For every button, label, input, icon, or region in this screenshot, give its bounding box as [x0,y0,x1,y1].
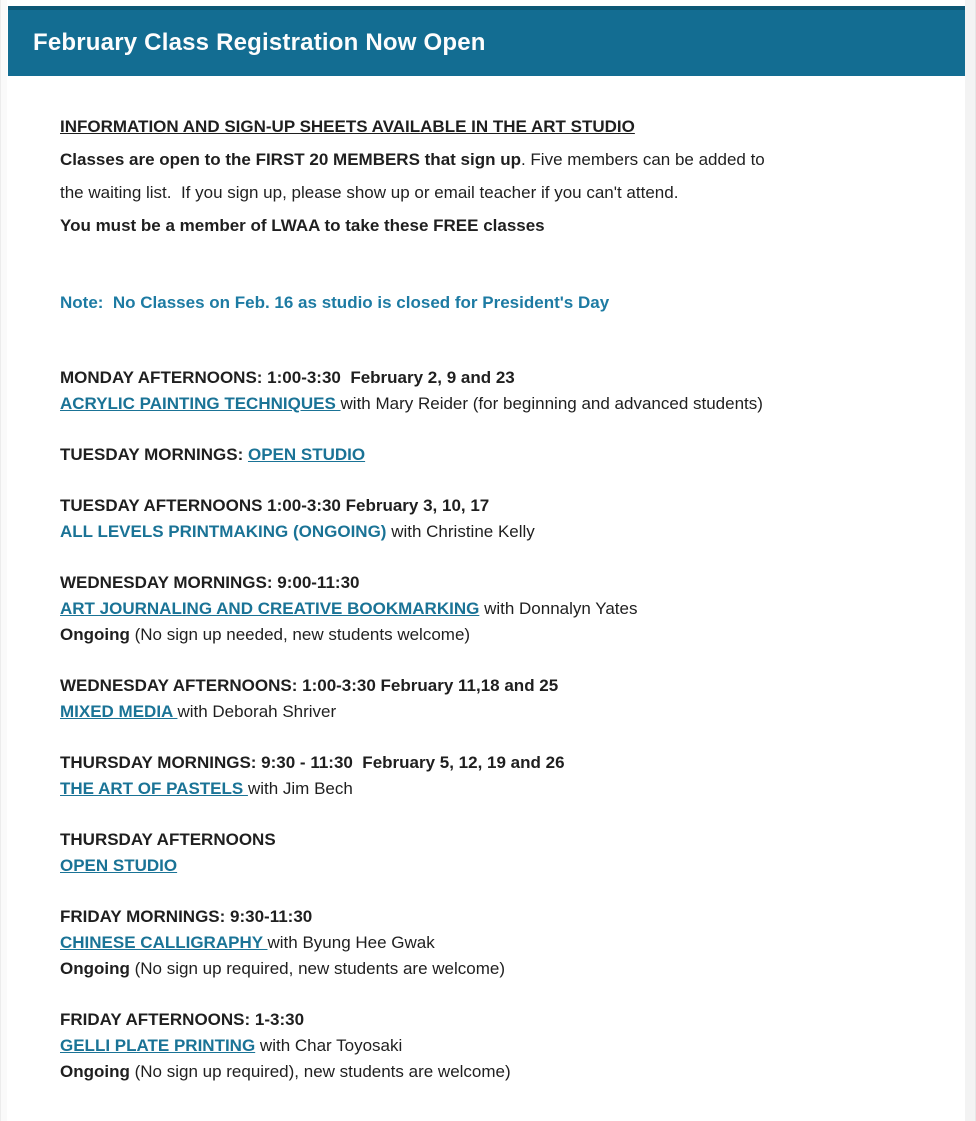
friday-afternoons-header: FRIDAY AFTERNOONS: 1-3:30 [60,1010,305,1029]
schedule-header [60,904,920,930]
intro-line-3 [60,209,920,242]
schedule-header [60,570,920,596]
class-line [60,1033,920,1059]
thursday-afternoons-block [60,827,920,879]
friday-afternoons-block [60,1007,920,1085]
intro-section [60,110,920,242]
class-line [60,776,920,802]
class-line [60,930,920,956]
header-banner [8,6,966,76]
wednesday-afternoons-block [60,673,920,725]
tuesday-afternoons-header: TUESDAY AFTERNOONS 1:00-3:30 February 3, 10, 17 [60,496,490,515]
ongoing-line [60,1059,920,1085]
schedule-header [60,493,920,519]
content-area [0,76,976,1085]
ongoing-label: Ongoing [60,959,130,978]
intro-plain-text: . Five members can be added to [520,150,765,169]
holiday-note [60,286,920,319]
schedule-header [60,1007,920,1033]
holiday-note-text: Note: No Classes on Feb. 16 as studio is closed for President's Day [60,293,610,312]
waiting-list-text: the waiting list. If you sign up, please show up or email teacher if you can't attend. [60,183,679,202]
info-heading [60,110,920,143]
info-heading-text: INFORMATION AND SIGN-UP SHEETS AVAILABLE IN THE ART STUDIO [60,117,635,136]
class-line [60,391,920,417]
intro-line-1 [60,143,920,176]
ongoing-line [60,622,920,648]
printmaking-teacher-text: with Christine Kelly [386,522,535,541]
class-line [60,699,920,725]
wednesday-mornings-block [60,570,920,648]
all-levels-printmaking-link[interactable]: ALL LEVELS PRINTMAKING (ONGOING) [60,522,387,541]
friday-mornings-block [60,904,920,982]
schedule-header [60,673,920,699]
pastels-teacher-text: with Jim Bech [247,779,353,798]
wednesday-mornings-header: WEDNESDAY MORNINGS: 9:00-11:30 [60,573,360,592]
mixed-media-link[interactable]: MIXED MEDIA [60,702,178,721]
gelli-teacher-text: with Char Toyosaki [255,1036,403,1055]
page-right-edge [965,0,976,1121]
class-line [60,596,920,622]
ongoing-label: Ongoing [60,625,130,644]
thursday-mornings-block [60,750,920,802]
monday-afternoons-block [60,365,920,417]
schedule-header [60,365,920,391]
ongoing-detail-text: (No sign up required), new students are welcome) [129,1062,511,1081]
class-line [60,853,920,879]
art-journaling-link[interactable]: ART JOURNALING AND CREATIVE BOOKMARKING [60,599,480,618]
schedule-section [60,365,920,1085]
journaling-teacher-text: with Donnalyn Yates [479,599,638,618]
monday-afternoons-header: MONDAY AFTERNOONS: 1:00-3:30 February 2, 9 and 23 [60,368,515,387]
tuesday-mornings-block [60,442,920,468]
acrylic-painting-techniques-link[interactable]: ACRYLIC PAINTING TECHNIQUES [60,394,341,413]
schedule-header [60,827,920,853]
acrylic-teacher-text: with Mary Reider (for beginning and advanced students) [340,394,763,413]
intro-line-2 [60,176,920,209]
note-section [60,286,920,319]
page-left-edge [0,0,7,1121]
ongoing-label: Ongoing [60,1062,130,1081]
open-studio-tuesday-link[interactable]: OPEN STUDIO [247,445,366,464]
art-of-pastels-link[interactable]: THE ART OF PASTELS [60,779,248,798]
schedule-header [60,750,920,776]
tuesday-mornings-header: TUESDAY MORNINGS: [60,445,248,464]
tuesday-afternoons-block [60,493,920,545]
mixed-media-teacher-text: with Deborah Shriver [177,702,337,721]
thursday-mornings-header: THURSDAY MORNINGS: 9:30 - 11:30 February 5, 12, 19 and 26 [60,753,565,772]
ongoing-line [60,956,920,982]
friday-mornings-header: FRIDAY MORNINGS: 9:30-11:30 [60,907,313,926]
first-20-members-text: Classes are open to the FIRST 20 MEMBERS that sign up [60,150,521,169]
chinese-calligraphy-link[interactable]: CHINESE CALLIGRAPHY [60,933,268,952]
thursday-afternoons-header: THURSDAY AFTERNOONS [60,830,276,849]
open-studio-thursday-link[interactable]: OPEN STUDIO [60,856,178,875]
class-line [60,519,920,545]
ongoing-detail-text: (No sign up required, new students are welcome) [129,959,506,978]
membership-required-text: You must be a member of LWAA to take these FREE classes [60,216,545,235]
page-title: February Class Registration Now Open [33,29,486,56]
calligraphy-teacher-text: with Byung Hee Gwak [267,933,435,952]
schedule-header [60,442,920,468]
ongoing-detail-text: (No sign up needed, new students welcome) [129,625,471,644]
wednesday-afternoons-header: WEDNESDAY AFTERNOONS: 1:00-3:30 February 11,18 and 25 [60,676,559,695]
gelli-plate-printing-link[interactable]: GELLI PLATE PRINTING [60,1036,256,1055]
